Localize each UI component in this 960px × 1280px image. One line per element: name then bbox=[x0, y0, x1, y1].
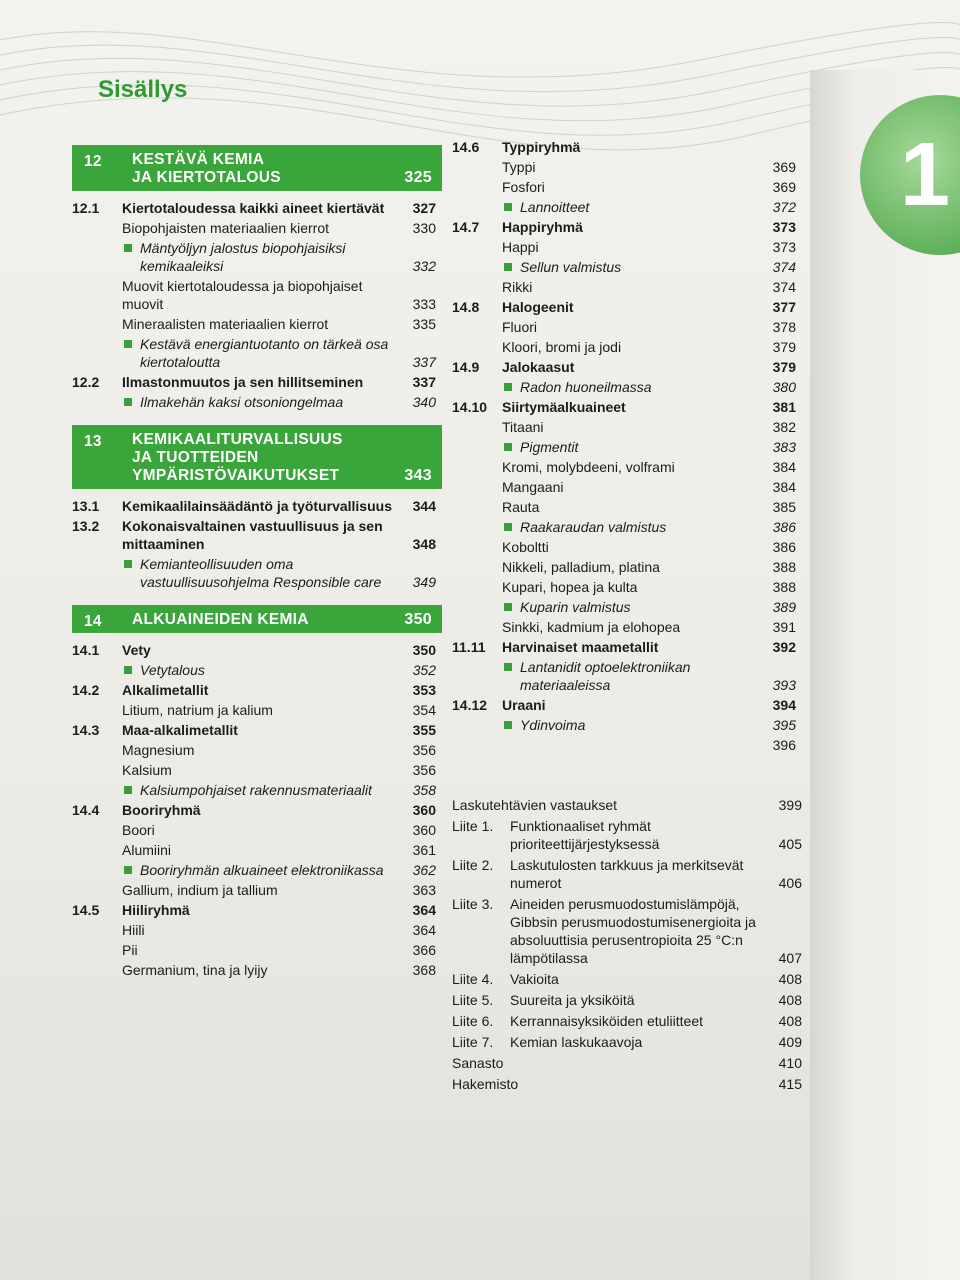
page-number: 388 bbox=[772, 579, 796, 595]
section-number: 14.1 bbox=[72, 642, 100, 658]
toc-section-entry[interactable] bbox=[452, 358, 802, 376]
toc-section-entry[interactable] bbox=[72, 517, 442, 553]
entry-title: Mäntyöljyn jalostus biopohjaisiksi kemikaaleiksi bbox=[140, 240, 346, 274]
appendix-label: Liite 1. bbox=[452, 818, 494, 834]
appendix-label: Liite 5. bbox=[452, 992, 494, 1008]
page-number: 399 bbox=[778, 797, 802, 813]
page-number: 369 bbox=[772, 179, 796, 195]
chapter-title-line: KEMIKAALITURVALLISUUS bbox=[132, 431, 343, 448]
entry-title: Halogeenit bbox=[502, 299, 574, 315]
page-number: 409 bbox=[778, 1034, 802, 1050]
entry-title: Muovit kiertotaloudessa ja biopohjaiset muovit bbox=[122, 278, 363, 312]
entry-title: Booriryhmän alkuaineet elektroniikassa bbox=[140, 862, 384, 878]
page-number: 392 bbox=[772, 639, 796, 655]
entry-title: Kalsiumpohjaiset rakennusmateriaalit bbox=[140, 782, 372, 798]
page-number: 360 bbox=[412, 802, 436, 818]
toc-feature-entry[interactable] bbox=[72, 393, 442, 411]
entry-title: Mangaani bbox=[502, 479, 564, 495]
section-number: 14.3 bbox=[72, 722, 100, 738]
toc-feature-entry[interactable] bbox=[452, 716, 802, 734]
page-number: 380 bbox=[772, 379, 796, 395]
page-number: 327 bbox=[412, 200, 436, 216]
chapter-page-number: 343 bbox=[404, 467, 432, 484]
page-number: 407 bbox=[778, 950, 802, 966]
page-number: 396 bbox=[772, 737, 796, 753]
toc-entry[interactable] bbox=[72, 921, 442, 939]
page-number: 354 bbox=[412, 702, 436, 718]
page-number: 408 bbox=[778, 1013, 802, 1029]
toc-entry[interactable] bbox=[452, 478, 802, 496]
entry-title: Raakaraudan valmistus bbox=[520, 519, 667, 535]
entry-title: Pigmentit bbox=[520, 439, 579, 455]
page-number: 364 bbox=[412, 922, 436, 938]
chapter-number: 12 bbox=[84, 153, 102, 170]
chapter-number: 13 bbox=[84, 433, 102, 450]
appendix-entry[interactable] bbox=[452, 1054, 802, 1072]
toc-section-entry[interactable] bbox=[72, 641, 442, 659]
page-number: 353 bbox=[412, 682, 436, 698]
toc-entry[interactable] bbox=[452, 458, 802, 476]
appendix-label: Liite 3. bbox=[452, 896, 494, 912]
entry-title: Hiili bbox=[122, 922, 145, 938]
appendix-label: Liite 2. bbox=[452, 857, 494, 873]
entry-title: Germanium, tina ja lyijy bbox=[122, 962, 268, 978]
toc-entry[interactable] bbox=[452, 618, 802, 636]
appendix-entry[interactable] bbox=[452, 1033, 802, 1051]
toc-entry[interactable] bbox=[72, 219, 442, 237]
entry-title: Uraani bbox=[502, 697, 546, 713]
page-number: 373 bbox=[772, 239, 796, 255]
page-number: 408 bbox=[778, 992, 802, 1008]
appendix-title: Hakemisto bbox=[452, 1076, 519, 1092]
toc-right-column bbox=[452, 138, 802, 1096]
page-number: 391 bbox=[772, 619, 796, 635]
section-number: 11.11 bbox=[452, 639, 486, 655]
page-number: 330 bbox=[412, 220, 436, 236]
chapter-12-header[interactable] bbox=[72, 145, 442, 191]
toc-section-entry[interactable] bbox=[452, 696, 802, 714]
entry-title: Jalokaasut bbox=[502, 359, 575, 375]
page-number: 340 bbox=[412, 394, 436, 410]
page-number: 333 bbox=[412, 296, 436, 312]
page-number: 406 bbox=[778, 875, 802, 891]
chapter-14-entries bbox=[72, 641, 442, 979]
chapter-12-entries bbox=[72, 199, 442, 411]
toc-entry[interactable] bbox=[72, 961, 442, 979]
entry-title: Harvinaiset maametallit bbox=[502, 639, 659, 655]
toc-entry[interactable] bbox=[72, 881, 442, 899]
page-number: 355 bbox=[412, 722, 436, 738]
page-title: Sisällys bbox=[98, 76, 188, 103]
toc-entry[interactable] bbox=[452, 498, 802, 516]
toc-entry[interactable] bbox=[452, 158, 802, 176]
toc-section-entry[interactable] bbox=[72, 373, 442, 391]
toc-entry[interactable] bbox=[72, 761, 442, 779]
section-number: 14.10 bbox=[452, 399, 488, 415]
entry-title: Happiryhmä bbox=[502, 219, 583, 235]
section-number: 14.7 bbox=[452, 219, 480, 235]
page-number: 361 bbox=[412, 842, 436, 858]
toc-entry[interactable] bbox=[452, 418, 802, 436]
toc-section-entry[interactable] bbox=[452, 138, 802, 156]
page-number: 335 bbox=[412, 316, 436, 332]
appendix-title: Laskutehtävien vastaukset bbox=[452, 797, 617, 813]
page-number: 374 bbox=[772, 259, 796, 275]
entry-title: Ydinvoima bbox=[520, 717, 586, 733]
toc-section-entry[interactable] bbox=[72, 497, 442, 515]
section-number: 14.5 bbox=[72, 902, 100, 918]
chapter-14-header[interactable] bbox=[72, 605, 442, 633]
page-number: 358 bbox=[412, 782, 436, 798]
appendix-entry[interactable] bbox=[452, 895, 802, 967]
toc-left-column bbox=[72, 145, 442, 981]
page-number: 405 bbox=[778, 836, 802, 852]
page-number: 415 bbox=[778, 1076, 802, 1092]
toc-entry[interactable] bbox=[452, 558, 802, 576]
toc-entry[interactable] bbox=[72, 841, 442, 859]
toc-entry[interactable] bbox=[452, 578, 802, 596]
page-number: 356 bbox=[412, 762, 436, 778]
toc-entry[interactable] bbox=[452, 318, 802, 336]
page-number: 372 bbox=[772, 199, 796, 215]
entry-title: Happi bbox=[502, 239, 539, 255]
toc-entry[interactable] bbox=[452, 238, 802, 256]
entry-title: Kemianteollisuuden oma vastuullisuusohjelma Responsible care bbox=[140, 556, 382, 590]
toc-feature-entry[interactable] bbox=[72, 661, 442, 679]
toc-section-entry[interactable] bbox=[72, 801, 442, 819]
entry-title: Fluori bbox=[502, 319, 538, 335]
page-number: 384 bbox=[772, 479, 796, 495]
toc-entry[interactable] bbox=[72, 941, 442, 959]
page-number: 383 bbox=[772, 439, 796, 455]
chapter-13-entries bbox=[72, 497, 442, 591]
entry-title: Kestävä energiantuotanto on tärkeä osa kiertotaloutta bbox=[140, 336, 389, 370]
page-number: 356 bbox=[412, 742, 436, 758]
page-number: 337 bbox=[412, 354, 436, 370]
entry-title: Ilmastonmuutos ja sen hillitseminen bbox=[122, 374, 364, 390]
toc-entry[interactable] bbox=[452, 736, 802, 754]
page-number: 344 bbox=[412, 498, 436, 514]
page-number: 386 bbox=[772, 539, 796, 555]
entry-title: Kokonaisvaltainen vastuullisuus ja sen mittaaminen bbox=[122, 518, 383, 552]
appendix-entry[interactable] bbox=[452, 817, 802, 853]
entry-title: Titaani bbox=[502, 419, 544, 435]
section-number: 13.1 bbox=[72, 498, 100, 514]
page-number: 373 bbox=[772, 219, 796, 235]
toc-entry[interactable] bbox=[452, 538, 802, 556]
entry-title: Vety bbox=[122, 642, 151, 658]
appendix-entry[interactable] bbox=[452, 1075, 802, 1093]
appendix-title: Vakioita bbox=[510, 971, 559, 987]
toc-section-entry[interactable] bbox=[452, 638, 802, 656]
entry-title: Koboltti bbox=[502, 539, 549, 555]
page-number: 386 bbox=[772, 519, 796, 535]
page-number: 360 bbox=[412, 822, 436, 838]
entry-title: Kiertotaloudessa kaikki aineet kiertävät bbox=[122, 200, 385, 216]
chapter-14-continued-entries bbox=[452, 138, 802, 734]
appendix-entry[interactable] bbox=[452, 796, 802, 814]
section-number: 14.12 bbox=[452, 697, 488, 713]
page-number: 332 bbox=[412, 258, 436, 274]
entry-title: Magnesium bbox=[122, 742, 195, 758]
appendix-label: Liite 7. bbox=[452, 1034, 494, 1050]
chapter-title-line: YMPÄRISTÖVAIKUTUKSET bbox=[132, 467, 340, 484]
entry-title: Mineraalisten materiaalien kierrot bbox=[122, 316, 329, 332]
entry-title: Kupari, hopea ja kulta bbox=[502, 579, 638, 595]
entry-title: Siirtymäalkuaineet bbox=[502, 399, 626, 415]
page-number: 382 bbox=[772, 419, 796, 435]
toc-feature-entry[interactable] bbox=[72, 781, 442, 799]
page-number: 379 bbox=[772, 359, 796, 375]
entry-title: Kemikaalilainsäädäntö ja työturvallisuus bbox=[122, 498, 392, 514]
toc-feature-entry[interactable] bbox=[452, 198, 802, 216]
page-number: 408 bbox=[778, 971, 802, 987]
page-number: 352 bbox=[412, 662, 436, 678]
toc-feature-entry[interactable] bbox=[72, 861, 442, 879]
entry-title: Litium, natrium ja kalium bbox=[122, 702, 273, 718]
chapter-page-number: 350 bbox=[404, 611, 432, 628]
section-number: 12.2 bbox=[72, 374, 100, 390]
page-number: 389 bbox=[772, 599, 796, 615]
page-number: 394 bbox=[772, 697, 796, 713]
page-number: 393 bbox=[772, 677, 796, 693]
toc-feature-entry[interactable] bbox=[452, 518, 802, 536]
page-number: 348 bbox=[412, 536, 436, 552]
section-number: 14.2 bbox=[72, 682, 100, 698]
page-number: 374 bbox=[772, 279, 796, 295]
appendix-label: Liite 6. bbox=[452, 1013, 494, 1029]
entry-title: Vetytalous bbox=[140, 662, 205, 678]
chapter-title-line: JA KIERTOTALOUS bbox=[132, 169, 281, 186]
chapter-title-line: JA TUOTTEIDEN bbox=[132, 449, 259, 466]
appendix-title: Kerrannaisyksiköiden etuliitteet bbox=[510, 1013, 703, 1029]
toc-feature-entry[interactable] bbox=[452, 438, 802, 456]
toc-entry[interactable] bbox=[72, 277, 442, 313]
entry-title: Biopohjaisten materiaalien kierrot bbox=[122, 220, 329, 236]
entry-title: Lantanidit optoelektroniikan materiaaleissa bbox=[520, 659, 691, 693]
chapter-title-line: ALKUAINEIDEN KEMIA bbox=[132, 611, 309, 628]
page-number: 384 bbox=[772, 459, 796, 475]
toc-feature-entry[interactable] bbox=[452, 598, 802, 616]
page-number: 362 bbox=[412, 862, 436, 878]
appendix-label: Liite 4. bbox=[452, 971, 494, 987]
entry-title: Alkalimetallit bbox=[122, 682, 209, 698]
toc-entry[interactable] bbox=[452, 338, 802, 356]
page-number: 377 bbox=[772, 299, 796, 315]
page-number: 368 bbox=[412, 962, 436, 978]
entry-title: Kalsium bbox=[122, 762, 172, 778]
chapter-13-header[interactable] bbox=[72, 425, 442, 489]
chapter-number: 14 bbox=[84, 613, 102, 630]
entry-title: Radon huoneilmassa bbox=[520, 379, 652, 395]
appendix-title: Sanasto bbox=[452, 1055, 504, 1071]
section-number: 13.2 bbox=[72, 518, 100, 534]
appendix-entry[interactable] bbox=[452, 856, 802, 892]
toc-feature-entry[interactable] bbox=[452, 658, 802, 694]
section-number: 14.6 bbox=[452, 139, 480, 155]
section-number: 12.1 bbox=[72, 200, 100, 216]
toc-feature-entry[interactable] bbox=[72, 239, 442, 275]
appendix-entry[interactable] bbox=[452, 1012, 802, 1030]
toc-entry[interactable] bbox=[452, 278, 802, 296]
entry-title: Gallium, indium ja tallium bbox=[122, 882, 278, 898]
entry-title: Hiiliryhmä bbox=[122, 902, 190, 918]
toc-section-entry[interactable] bbox=[72, 901, 442, 919]
section-number: 14.8 bbox=[452, 299, 480, 315]
appendix-title: Laskutulosten tarkkuus ja merkitsevät numerot bbox=[510, 857, 744, 891]
appendix-title: Suureita ja yksiköitä bbox=[510, 992, 635, 1008]
entry-title: Booriryhmä bbox=[122, 802, 201, 818]
toc-entry[interactable] bbox=[72, 315, 442, 333]
section-number: 14.4 bbox=[72, 802, 100, 818]
page-number: 388 bbox=[772, 559, 796, 575]
toc-section-entry[interactable] bbox=[452, 298, 802, 316]
entry-title: Kromi, molybdeeni, volframi bbox=[502, 459, 675, 475]
page-number: 350 bbox=[412, 642, 436, 658]
page-number: 349 bbox=[412, 574, 436, 590]
appendix-title: Aineiden perusmuodostumislämpöjä, Gibbsin perusmuodostumisenergioita ja absoluuttisia perusentropioita 25 °C:n lämpötilassa bbox=[510, 896, 756, 966]
entry-title: Kloori, bromi ja jodi bbox=[502, 339, 622, 355]
page-number: 385 bbox=[772, 499, 796, 515]
entry-title: Ilmakehän kaksi otsoniongelmaa bbox=[140, 394, 344, 410]
section-number: 14.9 bbox=[452, 359, 480, 375]
toc-entry[interactable] bbox=[452, 178, 802, 196]
toc-entry[interactable] bbox=[72, 821, 442, 839]
page-number: 379 bbox=[772, 339, 796, 355]
entry-title: Rauta bbox=[502, 499, 540, 515]
toc-feature-entry[interactable] bbox=[452, 258, 802, 276]
entry-title: Fosfori bbox=[502, 179, 545, 195]
toc-feature-entry[interactable] bbox=[72, 555, 442, 591]
toc-entry[interactable] bbox=[72, 741, 442, 759]
page-number: 363 bbox=[412, 882, 436, 898]
toc-feature-entry[interactable] bbox=[452, 378, 802, 396]
toc-section-entry[interactable] bbox=[72, 681, 442, 699]
entry-title: Pii bbox=[122, 942, 138, 958]
appendix-entry[interactable] bbox=[452, 970, 802, 988]
toc-section-entry[interactable] bbox=[452, 398, 802, 416]
entry-title: Typpiryhmä bbox=[502, 139, 581, 155]
toc-section-entry[interactable] bbox=[452, 218, 802, 236]
entry-title: Sellun valmistus bbox=[520, 259, 622, 275]
chapter-page-number: 325 bbox=[404, 169, 432, 186]
page-number: 381 bbox=[772, 399, 796, 415]
entry-title: Rikki bbox=[502, 279, 533, 295]
entry-title: Boori bbox=[122, 822, 155, 838]
entry-title: Maa-alkalimetallit bbox=[122, 722, 238, 738]
appendix-entry[interactable] bbox=[452, 991, 802, 1009]
page-number: 366 bbox=[412, 942, 436, 958]
page-number: 395 bbox=[772, 717, 796, 733]
entry-title: Nikkeli, palladium, platina bbox=[502, 559, 660, 575]
toc-entry[interactable] bbox=[72, 701, 442, 719]
entry-title: Alumiini bbox=[122, 842, 172, 858]
entry-title: Typpi bbox=[502, 159, 536, 175]
appendix-title: Funktionaaliset ryhmät prioriteettijärjestyksessä bbox=[510, 818, 660, 852]
entry-title: Lannoitteet bbox=[520, 199, 590, 215]
page-number: 364 bbox=[412, 902, 436, 918]
entry-title: Sinkki, kadmium ja elohopea bbox=[502, 619, 681, 635]
chapter-title-line: KESTÄVÄ KEMIA bbox=[132, 151, 265, 168]
toc-feature-entry[interactable] bbox=[72, 335, 442, 371]
appendix-title: Kemian laskukaavoja bbox=[510, 1034, 643, 1050]
toc-section-entry[interactable] bbox=[72, 721, 442, 739]
chapter-badge: 1 bbox=[860, 95, 960, 255]
page-number: 410 bbox=[778, 1055, 802, 1071]
toc-section-entry[interactable] bbox=[72, 199, 442, 217]
page-number: 369 bbox=[772, 159, 796, 175]
page-number: 378 bbox=[772, 319, 796, 335]
appendix-list bbox=[452, 796, 802, 1093]
page-number: 337 bbox=[412, 374, 436, 390]
entry-title: Kuparin valmistus bbox=[520, 599, 631, 615]
